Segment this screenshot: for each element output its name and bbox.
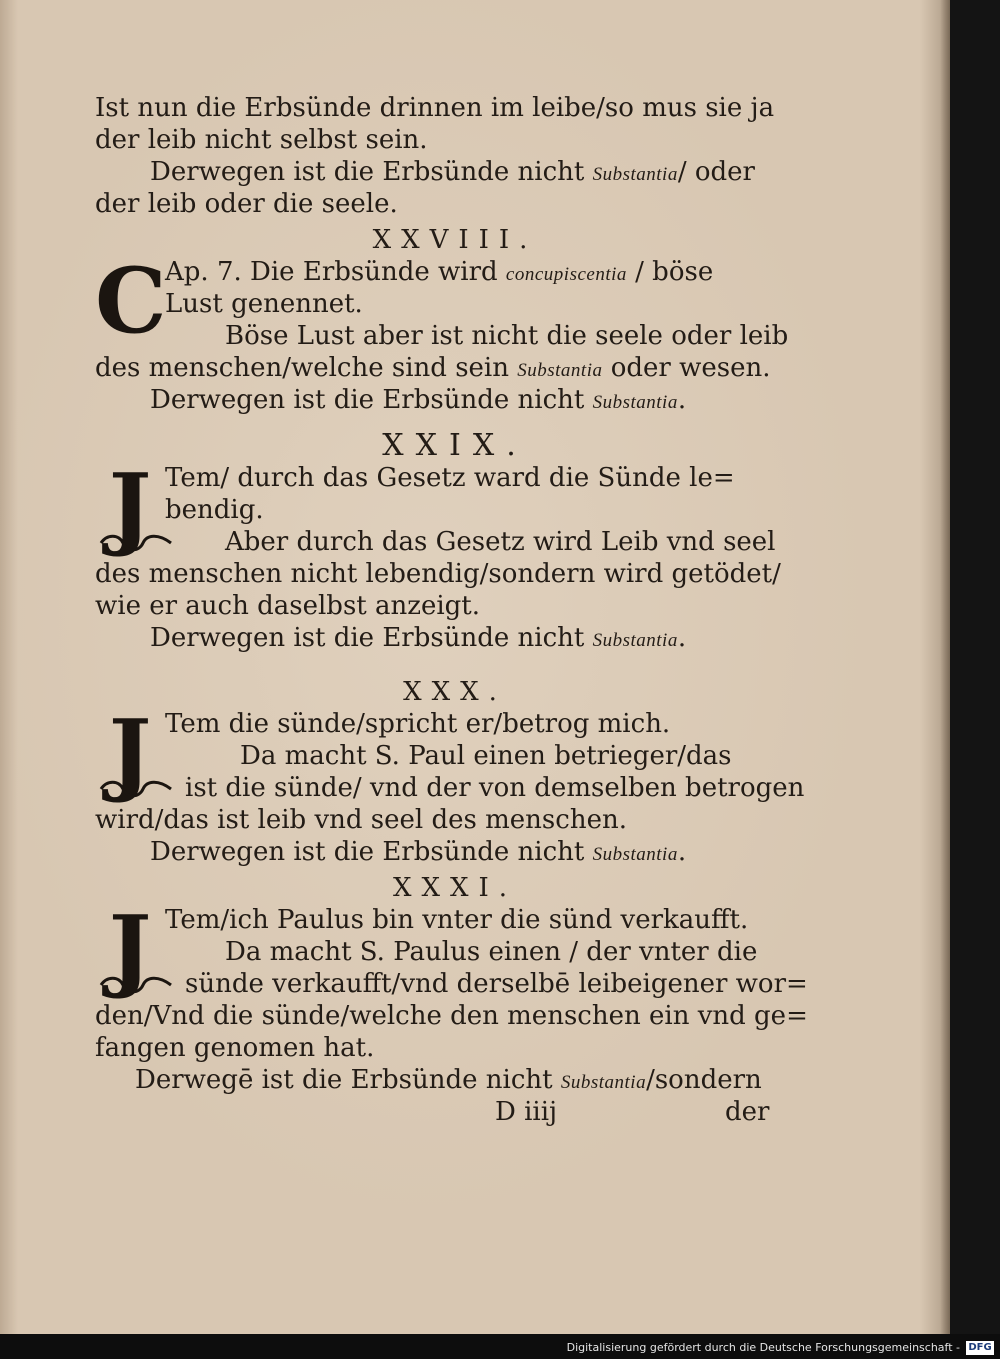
decorated-initial: J [108,454,152,560]
flourish-ornament [97,976,175,994]
text-line: der leib nicht selbst sein. [95,125,428,155]
section-heading: XXXI. [392,873,518,903]
line-rest: . [677,623,687,653]
text-line: bendig. [165,495,264,525]
line-text: Derwegen ist die Erbsünde nicht [150,385,593,415]
section-block [95,248,795,416]
text-line: Lust genennet. [165,289,363,319]
page-text [95,92,808,1128]
line-rest: / böse [626,257,714,287]
text-line: fangen genomen hat. [95,1033,375,1063]
section-heading: XXIX. [382,428,528,463]
text-line: Tem/ich Paulus bin vnter die sünd verkaufft. [165,905,749,935]
section-heading: XXVIII. [372,225,538,255]
conclusion-line [95,836,795,868]
flourish-ornament [97,780,175,798]
decorated-initial: J [108,700,152,806]
text-line: den/Vnd die sünde/welche den menschen ein vnd ge= [95,1001,808,1031]
credit-bar [0,1334,1000,1359]
text-line: Aber durch das Gesetz wird Leib vnd seel [225,527,776,557]
catchword: der [725,1097,770,1127]
section-block [95,700,805,868]
signature-mark: D iiij [495,1097,558,1127]
line-text: Ap. 7. Die Erbsünde wird [165,257,506,287]
flourish-ornament [97,534,175,552]
latin-term: Substantia [592,164,678,185]
conclusion-rest: / oder [677,157,755,187]
latin-term: Substantia [592,844,678,865]
text-line: wie er auch daselbst anzeigt. [95,591,481,621]
text-line: der leib oder die seele. [95,189,398,219]
decorated-initial: J [108,896,152,1002]
conclusion-line [95,384,795,416]
line-rest: . [677,385,687,415]
line-rest: oder wesen. [602,353,771,383]
decorated-initial: C [95,248,167,354]
text-line: sünde verkaufft/vnd derselbē leibeigener wor= [185,969,808,999]
line-text: Derwegen ist die Erbsünde nicht [150,623,593,653]
latin-term: Substantia [517,360,603,381]
text-line: des menschen nicht lebendig/sondern wird getödet/ [95,559,781,589]
line-text: Derwegē ist die Erbsünde nicht [135,1065,561,1095]
text-line: Böse Lust aber ist nicht die seele oder leib [225,321,789,351]
line-rest: /sondern [646,1065,762,1095]
conclusion-line [95,1064,795,1096]
conclusion-text: Derwegen ist die Erbsünde nicht [150,157,593,187]
section-block [95,454,795,654]
text-line: ist die sünde/ vnd der von demselben betrogen [185,773,805,803]
text-line [95,352,795,384]
latin-term: Substantia [560,1072,647,1093]
text-line: Da macht S. Paulus einen / der vnter die [225,937,758,967]
conclusion-line [95,622,795,654]
conclusion-line [95,156,795,188]
section-block [95,896,808,1096]
page-footer-line [95,1096,795,1128]
dfg-logo: DFG [966,1341,994,1355]
text-line: Tem die sünde/spricht er/betrog mich. [165,709,671,739]
line-text: Derwegen ist die Erbsünde nicht [150,837,593,867]
text-line: Ist nun die Erbsünde drinnen im leibe/so mus sie ja [95,93,775,123]
latin-term: Substantia [592,630,678,651]
text-line: Tem/ durch das Gesetz ward die Sünde le= [165,463,735,493]
funding-credit: Digitalisierung gefördert durch die Deutsche Forschungsgemeinschaft - [566,1341,960,1354]
line-rest: . [677,837,687,867]
latin-term: concupiscentia [505,264,627,285]
line-text: des menschen/welche sind sein [95,353,518,383]
latin-term: Substantia [592,392,678,413]
text-line [95,256,795,288]
text-line: wird/das ist leib vnd seel des menschen. [95,805,627,835]
text-line: Da macht S. Paul einen betrieger/das [240,741,732,771]
section-heading: XXX. [403,677,507,707]
